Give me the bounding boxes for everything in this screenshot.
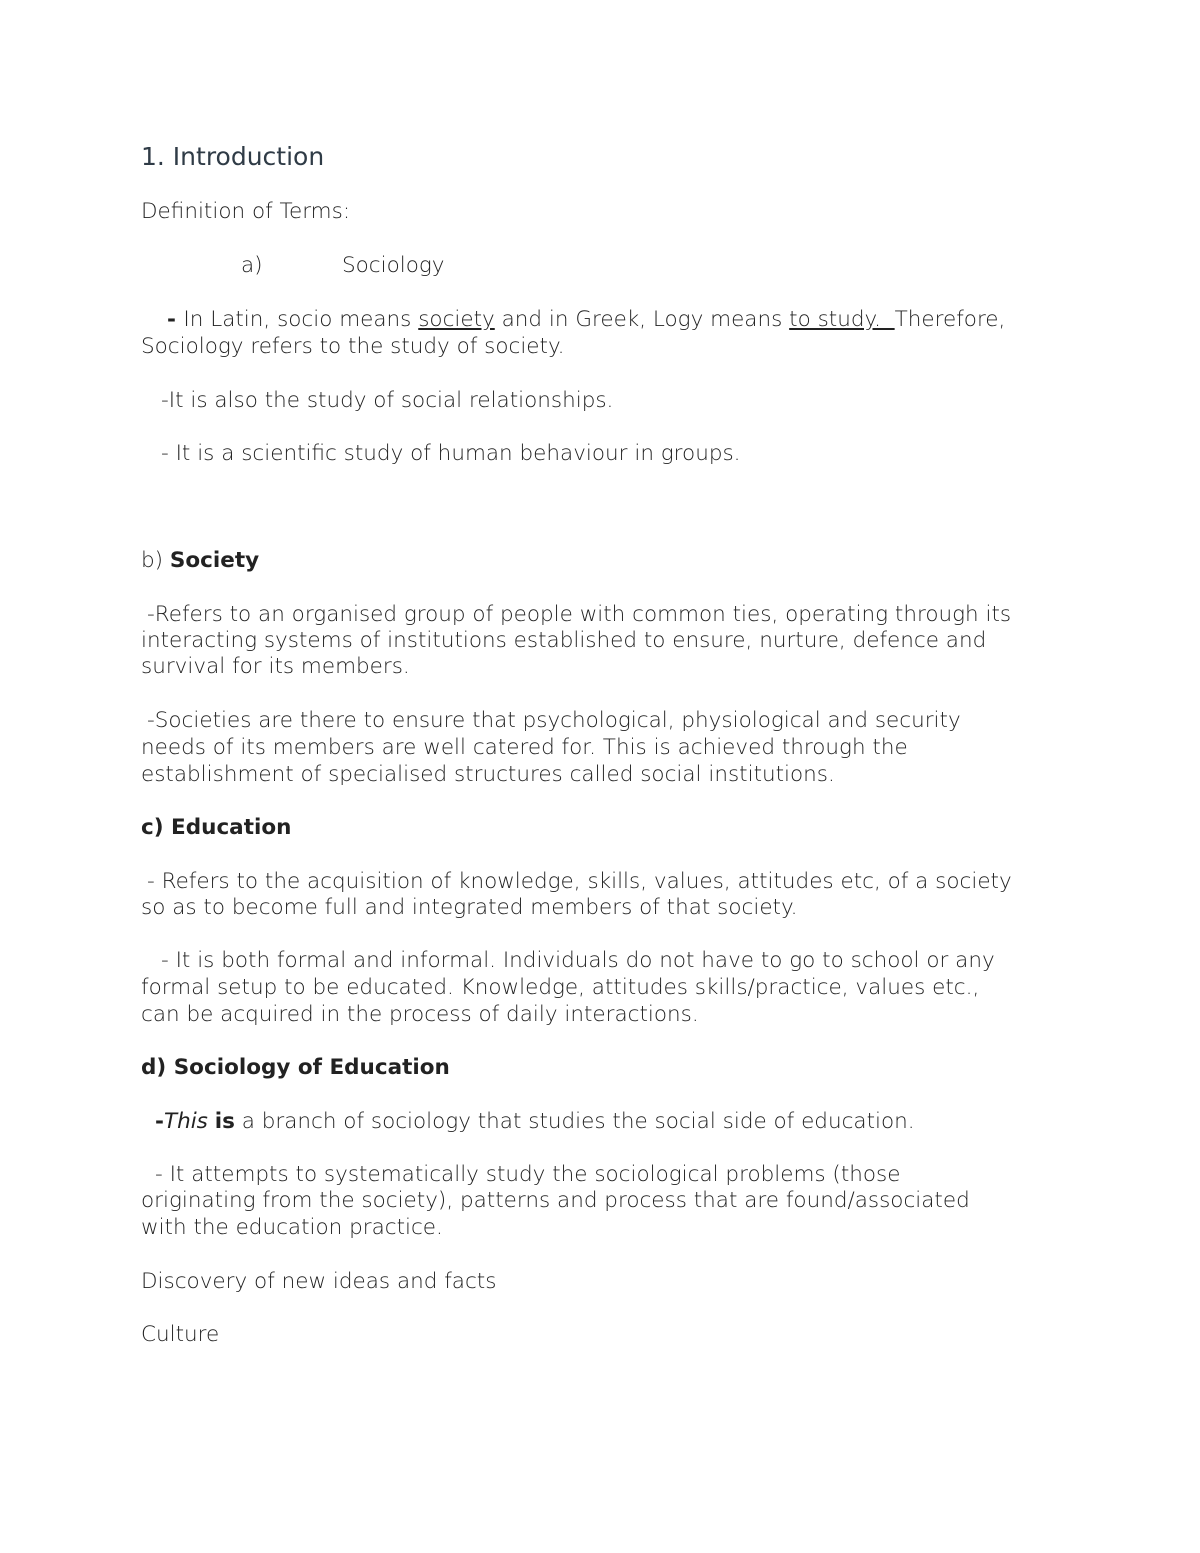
society-paragraph-1-line-1: -Refers to an organised group of people with common ties, operating through its	[147, 602, 1012, 627]
underlined-society: society	[418, 307, 495, 332]
soe-paragraph-2-line-3: with the education practice.	[141, 1215, 443, 1240]
education-heading: c) Education	[141, 815, 292, 840]
soe-paragraph-1	[155, 1109, 1085, 1136]
dash: -	[167, 307, 184, 332]
education-paragraph-2-line-1: - It is both formal and informal. Individuals do not have to go to school or any	[161, 948, 995, 973]
definition-label: Definition of Terms:	[141, 199, 351, 224]
society-title: Society	[169, 548, 260, 573]
text-span: and in Greek, Logy means	[494, 307, 790, 332]
sociology-paragraph-1	[167, 307, 1097, 334]
soe-paragraph-2-line-2: originating from the society), patterns and process that are found/associated	[141, 1188, 970, 1213]
society-paragraph-1-line-2: interacting systems of institutions established to ensure, nurture, defence and	[141, 628, 987, 653]
text-span: a branch of sociology that studies the social side of education.	[234, 1109, 915, 1134]
text-span: Therefore,	[894, 307, 1006, 332]
education-paragraph-1-line-1: - Refers to the acquisition of knowledge, skills, values, attitudes etc, of a society	[147, 869, 1012, 894]
section-heading: 1. Introduction	[141, 142, 325, 171]
sociology-of-education-heading: d) Sociology of Education	[141, 1055, 450, 1080]
underlined-to-study: to study.	[789, 307, 895, 332]
sociology-marker: a)	[241, 253, 263, 278]
culture-line: Culture	[141, 1322, 220, 1347]
discovery-line: Discovery of new ideas and facts	[141, 1269, 497, 1294]
dash: -	[155, 1109, 164, 1134]
society-marker: b)	[141, 548, 170, 573]
space	[208, 1109, 215, 1134]
text-span: In Latin, socio means	[183, 307, 419, 332]
society-heading	[141, 548, 1071, 575]
soe-paragraph-2-line-1: - It attempts to systematically study the sociological problems (those	[155, 1162, 901, 1187]
sociology-paragraph-1-line-2: Sociology refers to the study of society.	[141, 334, 565, 359]
society-paragraph-2-line-2: needs of its members are well catered for. This is achieved through the	[141, 735, 908, 760]
education-paragraph-2-line-3: can be acquired in the process of daily interactions.	[141, 1002, 699, 1027]
education-paragraph-2-line-2: formal setup to be educated. Knowledge, attitudes skills/practice, values etc.,	[141, 975, 980, 1000]
sociology-paragraph-2: -It is also the study of social relationships.	[161, 388, 614, 413]
sociology-title: Sociology	[342, 253, 445, 278]
bold-is: is	[214, 1109, 235, 1134]
education-paragraph-1-line-2: so as to become full and integrated members of that society.	[141, 895, 798, 920]
sociology-paragraph-3: - It is a scientific study of human behaviour in groups.	[161, 441, 741, 466]
society-paragraph-2-line-1: -Societies are there to ensure that psychological, physiological and security	[147, 708, 961, 733]
society-paragraph-2-line-3: establishment of specialised structures called social institutions.	[141, 762, 835, 787]
italic-this: This	[163, 1109, 208, 1134]
society-paragraph-1-line-3: survival for its members.	[141, 654, 410, 679]
